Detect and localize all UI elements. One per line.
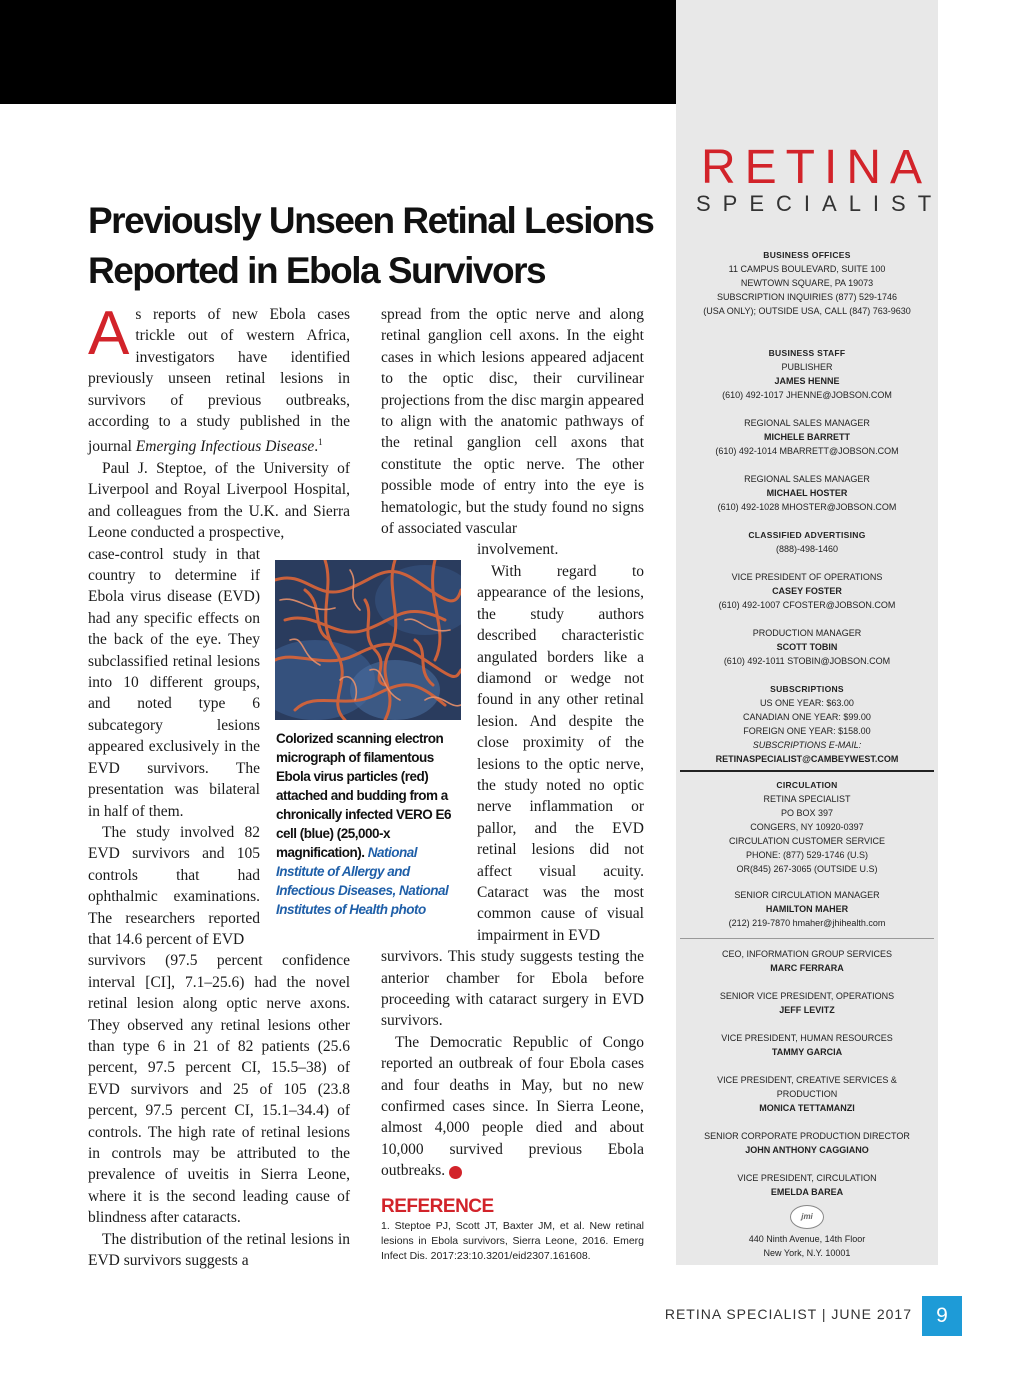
ebola-micrograph-photo bbox=[275, 560, 461, 720]
micrograph-image bbox=[275, 560, 461, 720]
staff-name: MICHELE BARRETT bbox=[764, 432, 850, 442]
paragraph-text: . bbox=[314, 438, 319, 456]
masthead-line: PHONE: (877) 529-1746 (U.S) bbox=[745, 850, 869, 860]
staff-title: VICE PRESIDENT, HUMAN RESOURCES bbox=[721, 1033, 893, 1043]
end-mark-icon: RS bbox=[449, 1166, 462, 1179]
staff-contact: (610) 492-1017 JHENNE@JOBSON.COM bbox=[722, 390, 892, 400]
masthead-line: (USA ONLY); OUTSIDE USA, CALL (847) 763-9630 bbox=[703, 306, 911, 316]
staff-name: JEFF LEVITZ bbox=[779, 1005, 835, 1015]
paragraph bbox=[381, 1032, 644, 1182]
staff-title: PRODUCTION MANAGER bbox=[752, 628, 862, 638]
subscription-email-label: SUBSCRIPTIONS E-MAIL: bbox=[752, 740, 862, 750]
staff-title: REGIONAL SALES MANAGER bbox=[744, 418, 870, 428]
paragraph-text: s reports of new Ebola cases trickle out of western Africa, investigators have identified previously unseen retinal lesions in survivors of previous outbreaks, according to a study published in the journal bbox=[88, 306, 350, 456]
masthead bbox=[686, 248, 928, 1260]
brand-name-bottom: SPECIALIST bbox=[696, 191, 944, 216]
section-head: CLASSIFIED ADVERTISING bbox=[748, 530, 866, 540]
paragraph: spread from the optic nerve and along retinal ganglion cell axons. In the eight cases in which lesions appeared adjacent to the optic disc, their curvilinear projections from the disc margin appeared to align with the anatomic pathways of the retinal ganglion cell axons that constitute the optic nerve. The other possible mode of entry into the eye is hematologic, but the study found no signs of associated vascular bbox=[381, 306, 644, 538]
paragraph: survivors. This study suggests testing the anterior chamber for Ebola before proceeding with cataract surgery in EVD survivors. bbox=[381, 948, 644, 1030]
section-head: BUSINESS OFFICES bbox=[763, 250, 851, 260]
masthead-line: SUBSCRIPTION INQUIRIES (877) 529-1746 bbox=[716, 292, 898, 302]
staff-entry bbox=[686, 1171, 928, 1199]
staff-title: VICE PRESIDENT, CIRCULATION bbox=[737, 1173, 877, 1183]
masthead-line: RETINA SPECIALIST bbox=[763, 794, 851, 804]
staff-entry bbox=[686, 1129, 928, 1157]
paragraph: The distribution of the retinal lesions in EVD survivors suggests a bbox=[88, 1230, 350, 1270]
jmi-logo: jmi bbox=[790, 1205, 824, 1229]
staff-entry bbox=[686, 989, 928, 1017]
staff-name: EMELDA BAREA bbox=[770, 1187, 844, 1197]
reference-text: 1. Steptoe PJ, Scott JT, Baxter JM, et al. New retinal lesions in Ebola survivors, Sierra Leone, 2016. Emerg Infect Dis. 2017:23:10.3201/eid2307.161608. bbox=[381, 1220, 644, 1262]
staff-entry bbox=[686, 416, 928, 458]
masthead-line: NEWTOWN SQUARE, PA 19073 bbox=[740, 278, 874, 288]
staff-entry bbox=[686, 472, 928, 514]
staff-entry bbox=[686, 1073, 928, 1115]
staff-contact: (212) 219-7870 hmaher@jhihealth.com bbox=[728, 918, 886, 928]
divider bbox=[680, 770, 934, 772]
page-footer: RETINA SPECIALIST | JUNE 2017 bbox=[664, 1306, 912, 1322]
divider bbox=[680, 938, 934, 939]
subscription-price: FOREIGN ONE YEAR: $158.00 bbox=[743, 726, 871, 736]
subscription-price: US ONE YEAR: $63.00 bbox=[760, 698, 854, 708]
headline-line: Reported in Ebola Survivors bbox=[88, 250, 546, 291]
staff-name: TAMMY GARCIA bbox=[771, 1047, 843, 1057]
staff-title: SENIOR CIRCULATION MANAGER bbox=[734, 890, 880, 900]
drop-cap: A bbox=[88, 299, 130, 368]
staff-entry bbox=[686, 626, 928, 668]
staff-name: JAMES HENNE bbox=[774, 376, 840, 386]
staff-entry bbox=[686, 888, 928, 930]
brand-name-top: RETINA bbox=[700, 141, 931, 194]
masthead-line: CIRCULATION CUSTOMER SERVICE bbox=[728, 836, 886, 846]
circulation bbox=[686, 778, 928, 876]
top-black-bar bbox=[0, 0, 676, 104]
staff-name: HAMILTON MAHER bbox=[765, 904, 849, 914]
reference-superscript: 1 bbox=[318, 437, 323, 448]
address-line: 440 Ninth Avenue, 14th Floor bbox=[748, 1234, 866, 1244]
masthead-line: PO BOX 397 bbox=[780, 808, 834, 818]
paragraph: The study involved 82 EVD survivors and 105 controls that had ophthalmic examinations. The researchers reported that 14.6 percent of EVD bbox=[88, 823, 260, 948]
paragraph-text: The Democratic Republic of Congo reported an outbreak of four Ebola cases and four deaths in May, but no new confirmed cases since. In Sierra Leone, almost 4,000 people died and about 10,000 survived previous Ebola outbreaks. bbox=[381, 1033, 644, 1180]
staff-name: SCOTT TOBIN bbox=[776, 642, 838, 652]
section-head: BUSINESS STAFF bbox=[768, 348, 846, 358]
staff-contact: (888)-498-1460 bbox=[775, 544, 839, 554]
masthead-line: 11 CAMPUS BOULEVARD, SUITE 100 bbox=[728, 264, 886, 274]
masthead-line: CONGERS, NY 10920-0397 bbox=[750, 822, 864, 832]
staff-name: MONICA TETTAMANZI bbox=[759, 1103, 855, 1113]
subscription-price: CANADIAN ONE YEAR: $99.00 bbox=[743, 712, 871, 722]
subscription-email: RETINASPECIALIST@CAMBEYWEST.COM bbox=[715, 754, 899, 764]
staff-contact: (610) 492-1011 STOBIN@JOBSON.COM bbox=[723, 656, 891, 666]
classified-advertising bbox=[686, 528, 928, 556]
staff-title: PUBLISHER bbox=[781, 362, 833, 372]
staff-contact: (610) 492-1007 CFOSTER@JOBSON.COM bbox=[718, 600, 896, 610]
staff-title: SENIOR CORPORATE PRODUCTION DIRECTOR bbox=[704, 1131, 910, 1141]
section-head: CIRCULATION bbox=[776, 780, 838, 790]
photo-credit: National Institute of Allergy and Infectious Diseases, National Institutes of Health photo bbox=[276, 845, 449, 917]
paragraph: case-control study in that country to determine if Ebola virus disease (EVD) had any specific effects on the back of the eye. They subclassified retinal lesions into 10 different groups, and noted type 6 subcategory lesions appeared exclusively in the EVD survivors. The presentation was bilateral in half of them. bbox=[88, 545, 260, 820]
journal-name: Emerging Infectious Disease bbox=[135, 438, 315, 456]
brand-logo bbox=[676, 141, 944, 216]
paragraph: involvement. bbox=[477, 541, 559, 559]
reference-heading: REFERENCE bbox=[381, 1196, 494, 1217]
headline-line: Previously Unseen Retinal Lesions bbox=[88, 200, 654, 241]
masthead-line: OR(845) 267-3065 (OUTSIDE U.S) bbox=[736, 864, 878, 874]
page-number: 9 bbox=[922, 1296, 962, 1336]
paragraph: survivors (97.5 percent confidence interval [CI], 7.1–25.6) had the novel retinal lesion along optic nerve axons. They observed any retinal lesions other than type 6 in 21 of 82 patients (25.6 percent, 97.5 percent CI, 15.5–38) of EVD survivors and 25 of 105 (23.8 percent, 97.5 percent CI, 15.1–34.4) of controls. The high rate of retinal lesions in controls may be attributed to the prevalence of uveitis in Sierra Leone, where it is the second leading cause of blindness after cataracts. bbox=[88, 952, 350, 1227]
staff-entry bbox=[686, 1031, 928, 1059]
caption-text: Colorized scanning electron micrograph of filamentous Ebola virus particles (red) attached and budding from a chronically infected VERO E6 cell (blue) (25,000-x magnification). bbox=[276, 731, 452, 860]
staff-title: SENIOR VICE PRESIDENT, OPERATIONS bbox=[719, 991, 895, 1001]
staff-contact: (610) 492-1028 MHOSTER@JOBSON.COM bbox=[717, 502, 897, 512]
address-line: New York, N.Y. 10001 bbox=[763, 1248, 851, 1258]
staff-name: MARC FERRARA bbox=[770, 963, 844, 973]
staff-entry bbox=[686, 570, 928, 612]
staff-name: JOHN ANTHONY CAGGIANO bbox=[745, 1145, 869, 1155]
paragraph bbox=[88, 299, 350, 458]
business-offices bbox=[686, 248, 928, 318]
staff-contact: (610) 492-1014 MBARRETT@JOBSON.COM bbox=[715, 446, 899, 456]
paragraph: Paul J. Steptoe, of the University of Liverpool and Royal Liverpool Hospital, and colleagues from the U.K. and Sierra Leone conducted a prospective, bbox=[88, 460, 350, 542]
photo-caption bbox=[276, 729, 466, 919]
staff-title: VICE PRESIDENT, CREATIVE SERVICES & PRODUCTION bbox=[717, 1075, 897, 1099]
staff-entry bbox=[686, 947, 928, 975]
section-head: SUBSCRIPTIONS bbox=[770, 684, 844, 694]
business-staff bbox=[686, 346, 928, 402]
staff-title: VICE PRESIDENT OF OPERATIONS bbox=[731, 572, 883, 582]
article-headline bbox=[88, 196, 668, 296]
subscriptions bbox=[686, 682, 928, 766]
staff-title: CEO, INFORMATION GROUP SERVICES bbox=[721, 949, 893, 959]
paragraph: With regard to appearance of the lesions, the study authors described characteristic angulated borders like a diamond or wedge not found in any other retinal lesion. And despite the close proximity of the lesions to the optic nerve, the study noted no optic nerve inflammation or pallor, and the EVD retinal lesions did not affect visual acuity. Cataract was the most common cause of visual impairment in EVD bbox=[477, 562, 644, 944]
staff-name: MICHAEL HOSTER bbox=[766, 488, 848, 498]
staff-title: REGIONAL SALES MANAGER bbox=[744, 474, 870, 484]
staff-name: CASEY FOSTER bbox=[772, 586, 842, 596]
